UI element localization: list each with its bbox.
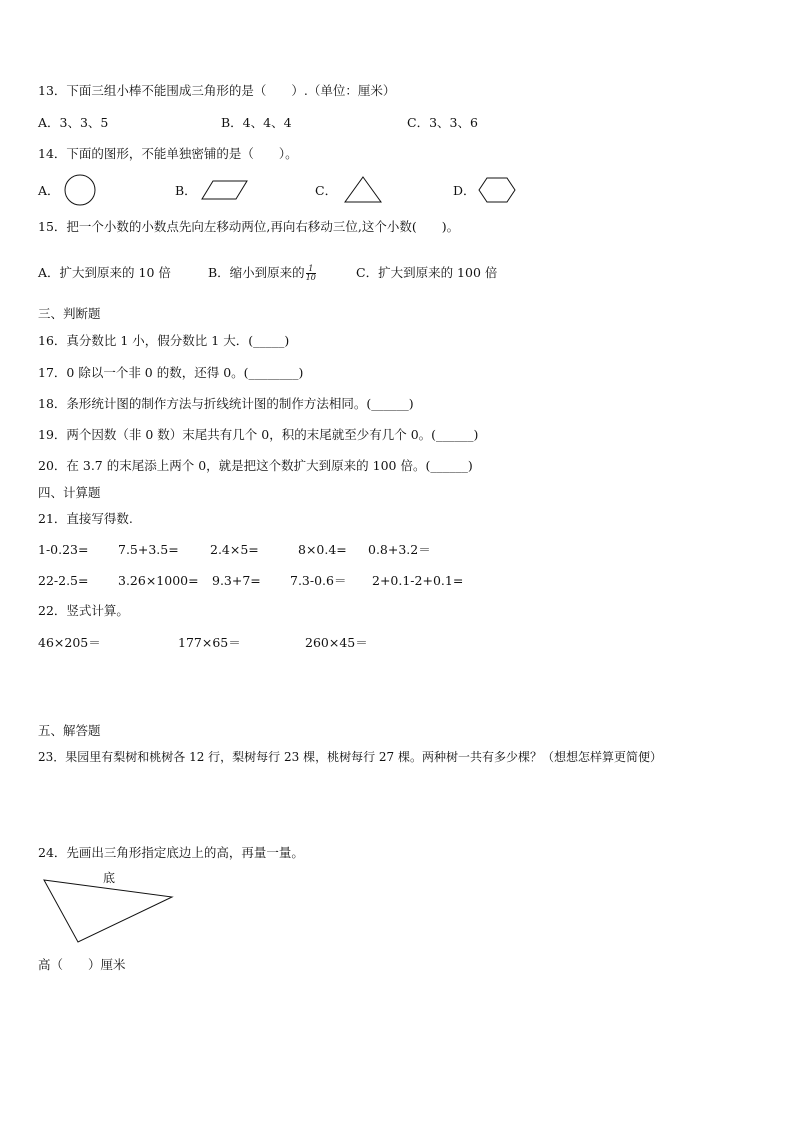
q21-r1-c2: 7.5+3.5= (118, 542, 179, 557)
q16: 16．真分数比 1 小，假分数比 1 大．(_____) (38, 333, 290, 348)
q19: 19．两个因数（非 0 数）末尾共有几个 0，积的末尾就至少有几个 0。(______) (38, 427, 479, 442)
q22-item-2: 177×65＝ (178, 635, 241, 650)
q21-r2-c4: 7.3-0.6＝ (290, 573, 347, 588)
q24-answer: 高（ ）厘米 (38, 957, 126, 972)
q22-item-1: 46×205＝ (38, 635, 101, 650)
q13-option-a: A．3、3、5 (38, 115, 109, 130)
section-5-title: 五、解答题 (38, 723, 101, 738)
q15-stem: 15．把一个小数的小数点先向左移动两位,再向右移动三位,这个小数( )。 (38, 219, 460, 234)
q13-stem: 13．下面三组小棒不能围成三角形的是（ ）.（单位：厘米） (38, 83, 396, 98)
section-3-title: 三、判断题 (38, 306, 101, 321)
q21-r2-c2: 3.26×1000= (118, 573, 199, 588)
q22-item-3: 260×45＝ (305, 635, 368, 650)
q21-r1-c1: 1-0.23= (38, 542, 89, 557)
triangle-icon (344, 176, 384, 204)
q24-stem: 24．先画出三角形指定底边上的高，再量一量。 (38, 845, 304, 860)
fraction-denominator: 10 (305, 273, 316, 282)
q21-r2-c3: 9.3+7= (212, 573, 261, 588)
hexagon-icon (479, 177, 517, 205)
fraction-numerator: 1 (306, 265, 316, 274)
q14-stem: 14．下面的图形，不能单独密铺的是（ ）。 (38, 146, 298, 161)
q21-r1-c3: 2.4×5= (210, 542, 259, 557)
q23: 23．果园里有梨树和桃树各 12 行，梨树每行 23 棵，桃树每行 27 棵。两种树一共有多少棵？（想想怎样算更简便） (38, 750, 662, 764)
q21-stem: 21．直接写得数. (38, 511, 133, 526)
q13-option-c: C．3、3、6 (407, 115, 478, 130)
q21-r2-c1: 22-2.5= (38, 573, 89, 588)
circle-icon (64, 174, 98, 208)
fraction-one-tenth (306, 265, 316, 282)
parallelogram-icon (202, 180, 250, 202)
q15-option-c: C．扩大到原来的 100 倍 (356, 265, 498, 280)
q21-r1-c5: 0.8+3.2＝ (368, 542, 431, 557)
q18: 18．条形统计图的制作方法与折线统计图的制作方法相同。(______) (38, 396, 414, 411)
q20: 20．在 3.7 的末尾添上两个 0，就是把这个数扩大到原来的 100 倍。(______) (38, 458, 473, 473)
q14-option-b: B． (175, 183, 197, 198)
section-4-title: 四、计算题 (38, 485, 101, 500)
base-label: 底 (103, 871, 116, 885)
q14-option-d: D． (453, 183, 476, 198)
q21-r2-c5: 2+0.1-2+0.1= (372, 573, 464, 588)
q15-option-a: A．扩大到原来的 10 倍 (38, 265, 171, 280)
q17: 17．0 除以一个非 0 的数，还得 0。(________) (38, 365, 304, 380)
q21-r1-c4: 8×0.4= (298, 542, 347, 557)
q15-option-b (208, 265, 316, 282)
q14-option-c: C． (315, 183, 338, 198)
q15-option-b-text: B．缩小到原来的 (208, 265, 305, 280)
q22-stem: 22．竖式计算。 (38, 603, 129, 618)
q13-option-b: B．4、4、4 (221, 115, 292, 130)
q14-option-a: A． (38, 183, 60, 198)
